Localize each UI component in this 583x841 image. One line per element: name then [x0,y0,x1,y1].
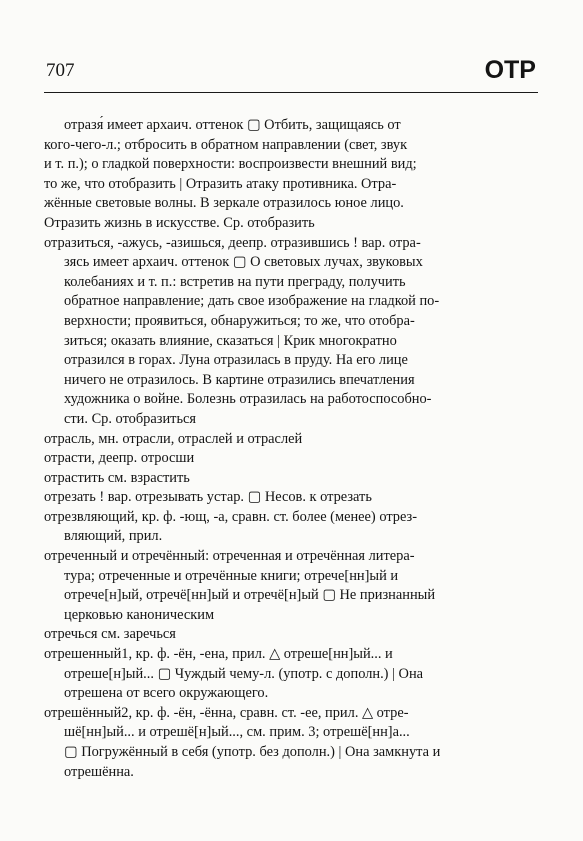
text-line: ничего не отразилось. В картине отразились впечатления [64,371,415,388]
entry-headword-line: отрастить см. взрастить [44,469,190,486]
entry-headword-line: отразиться, -ажусь, -азишься, деепр. отразившись ! вар. отра- [44,234,421,251]
text-line: то же, что отобразить | Отразить атаку противника. Отра- [44,175,397,192]
text-line: верхности; проявиться, обнаружиться; то же, что отобра- [64,312,415,329]
text-line: отрешённа. [64,763,134,780]
entry-headword-line: отрезать ! вар. отрезывать устар. ▢ Несов. к отрезать [44,489,372,506]
text-line: тура; отреченные и отречённые книги; отрече[нн]ый и [64,567,399,584]
text-line: церковью каноническим [64,606,215,623]
text-line: отразя́ имеет архаич. оттенок ▢ Отбить, защищаясь от [64,117,401,133]
text-line: и т. п.); о гладкой поверхности: воспроизвести внешний вид; [44,156,417,173]
text-line: ▢ Погружённый в себя (употр. без дополн.) | Она замкнута и [64,744,441,760]
entry-headword-line: отрасти, деепр. отросши [44,450,195,467]
text-line: шё[нн]ый... и отрешё[н]ый..., см. прим. 3; отрешё[нн]а... [64,724,410,741]
entry-headword-line: отречься см. заречься [44,626,176,643]
text-line: отразился в горах. Луна отразилась в пруду. На его лице [64,352,408,369]
text-line: отрешена от всего окружающего. [64,685,269,702]
entry-headword-line: отрасль, мн. отрасли, отраслей и отраслей [44,430,303,447]
text-line: вляющий, прил. [64,528,163,545]
text-line: кого-чего-л.; отбросить в обратном направлении (свет, звук [44,136,408,153]
entry-headword-line: отрезвляющий, кр. ф. -ющ, -а, сравн. ст. более (менее) отрез- [44,508,418,525]
text-line: отреше[н]ый... ▢ Чуждый чему-л. (употр. с дополн.) | Она [64,665,424,682]
text-line: Отразить жизнь в искусстве. Ср. отобразить [44,214,315,231]
text-line: зясь имеет архаич. оттенок ▢ О световых лучах, звуковых [64,254,423,271]
text-line: зиться; оказать влияние, сказаться | Крик многократно [64,332,397,349]
page-header [44,56,538,93]
entry-headword-line: отреченный и отречённый: отреченная и отречённая литера- [44,548,415,565]
text-line: жённые световые волны. В зеркале отразилось юное лицо. [44,195,404,212]
dictionary-text [44,116,544,782]
text-line: колебаниях и т. п.: встретив на пути преграду, получить [64,273,406,290]
text-line: отрече[н]ый, отречё[нн]ый и отречё[н]ый ▢ Не признанный [64,587,436,604]
guide-word: ОТР [484,56,536,84]
entry-headword-line: отрешенный1, кр. ф. -ён, -ена, прил. △ отреше[нн]ый... и [44,646,393,663]
text-line: сти. Ср. отобразиться [64,410,197,427]
page-number: 707 [46,60,75,81]
text-line: художника о войне. Болезнь отразилась на работоспособно- [64,391,432,408]
text-line: обратное направление; дать свое изображение на гладкой по- [64,293,440,310]
entry-headword-line: отрешённый2, кр. ф. -ён, -ённа, сравн. ст. -ее, прил. △ отре- [44,704,409,721]
